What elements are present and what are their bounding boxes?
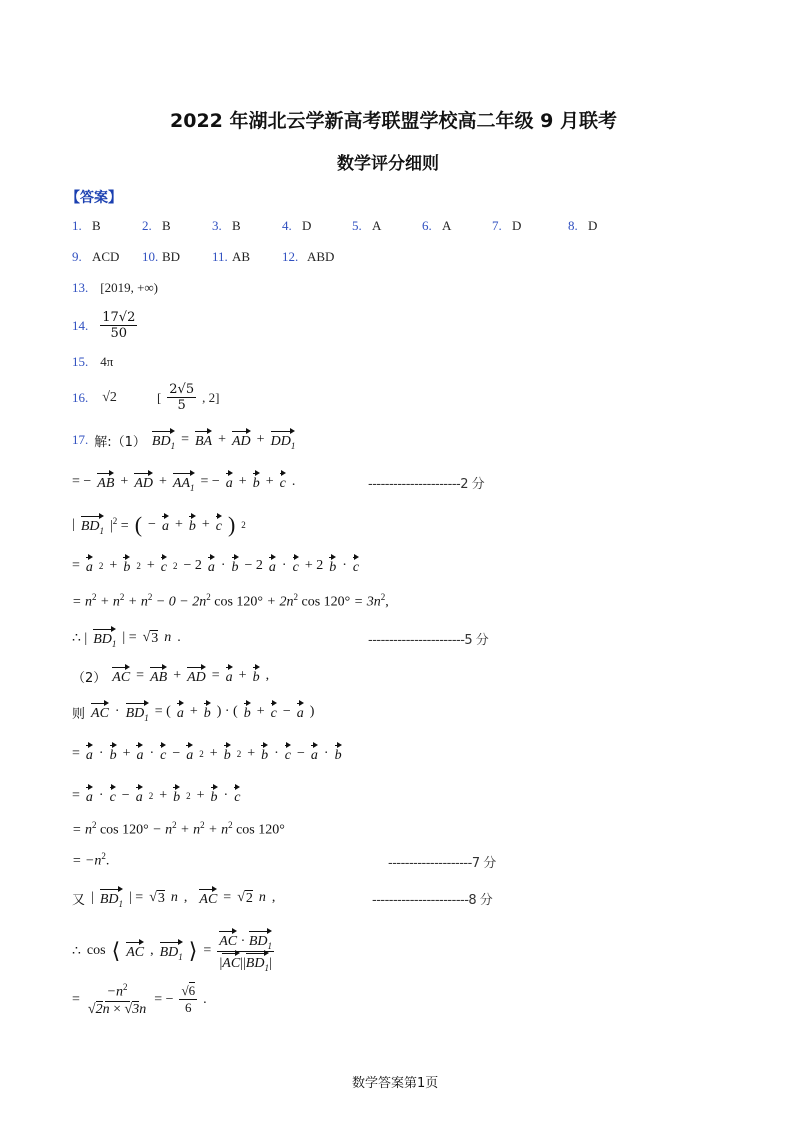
score-text: -----------------------8 分: [372, 893, 493, 908]
ze-label: 则: [72, 706, 86, 722]
denominator: 5: [177, 398, 186, 413]
choice-answer: B: [232, 218, 241, 233]
choice-answer: A: [372, 218, 382, 233]
vector: b: [253, 472, 260, 492]
therefore-symbol: ∴: [72, 943, 81, 959]
q17-part2-line-5: = $n^2$ $\cos 120^\circ - n^2 + n^2 + n^2$ cos 120°: [72, 820, 285, 838]
q17-part2-line-1: （2） AC = AB + AD = a + b ,: [72, 668, 270, 686]
denominator: 50: [110, 326, 128, 341]
q17-line-5: = $n^2 + n^2 + n^2 - 0 - 2n^2$ $\cos 120^\circ + 2n^2$ $\cos 120^\circ = 3n^2$,: [72, 592, 389, 610]
choice-answer: ACD: [92, 249, 120, 264]
vector: $DD_1$: [271, 430, 296, 451]
choice-answer: B: [162, 218, 171, 233]
score-marker-7: [388, 852, 496, 871]
part-label: （2）: [72, 670, 107, 686]
solution-intro: 解:（1）: [94, 434, 146, 450]
numerator: 17√2: [102, 310, 136, 325]
choice-number: 12.: [282, 249, 299, 264]
vector: c: [280, 472, 286, 492]
choice-number: 5.: [352, 218, 362, 233]
vector: AD: [232, 430, 251, 450]
choice-answer: D: [588, 218, 598, 233]
score-text: ----------------------2 分: [368, 477, 485, 492]
q17-line-6: ∴ | $BD_1$ | = √ 3 n .: [72, 629, 181, 649]
choice-number: 10.: [142, 249, 159, 264]
answer-value: 4π: [100, 354, 114, 369]
vector: BA: [195, 430, 212, 450]
score-marker-8: [372, 889, 492, 908]
q17-part2-line-7: 又 | $BD_1$ | = √ 3 n , AC = √ 2 n ,: [72, 889, 276, 909]
answer-13: [72, 280, 158, 296]
choice-number: 3.: [212, 218, 222, 233]
answers-heading: 【答案】: [66, 190, 122, 206]
vector: AD: [134, 472, 153, 492]
fraction: [167, 382, 196, 413]
you-label: 又: [72, 892, 86, 908]
q17-part2-line-6: = $-n^2$.: [72, 851, 110, 869]
answer-value: [2019, +∞): [100, 280, 159, 295]
q17-part2-line-8: ∴ cos ⟨ AC , $BD_1$ ⟩ = $\frac{AC \cdot BD_1}{|AC||BD_1|}$: [72, 930, 274, 973]
fraction: $\frac{√6}{6}$: [181, 983, 196, 1016]
choice-number: 4.: [282, 218, 292, 233]
page-subtitle: 数学评分细则: [337, 154, 439, 174]
score-text: -----------------------5 分: [368, 633, 489, 648]
vector: a: [226, 472, 233, 492]
choice-answer: D: [512, 218, 522, 233]
q17-part2-line-9: = $\frac{-n^2}{√2n \times √3n}$ = − $\frac{√6}{6}$ .: [72, 982, 207, 1017]
choice-answer: BD: [162, 249, 181, 264]
question-number: 16.: [72, 389, 89, 405]
score-text: --------------------7 分: [388, 856, 496, 871]
question-number: 17.: [72, 432, 89, 448]
question-number: 13.: [72, 280, 89, 295]
page-footer: 数学答案第1页: [352, 1076, 439, 1091]
q17-line-4: = a 2 + b 2 + c 2 − 2 a · b − 2 a · c + 2 b · c: [72, 558, 360, 575]
vector: $BD_1$: [152, 430, 175, 451]
choice-number: 6.: [422, 218, 432, 233]
q17-part2-line-2: 则 AC · $BD_1$ = ( a + b ) · ( b + c − a ): [72, 702, 314, 723]
choice-number: 9.: [72, 249, 82, 264]
choice-answer: AB: [232, 249, 251, 264]
vector: a: [162, 515, 169, 535]
answer-value-1: √2: [102, 389, 117, 405]
question-number: 15.: [72, 354, 89, 369]
choice-answer: B: [92, 218, 101, 233]
q17-line-3: | $BD_1$ $|^2$ = ( − a + b + c ) 2: [72, 512, 246, 537]
answer-14: [72, 310, 137, 341]
answer-15: [72, 354, 113, 370]
choice-answer: D: [302, 218, 312, 233]
score-marker-2: [368, 473, 484, 492]
question-number: 14.: [72, 317, 89, 333]
answer-tail: , 2]: [202, 389, 220, 405]
vector: AB: [97, 472, 114, 492]
choice-answer: A: [442, 218, 452, 233]
vector: c: [216, 515, 222, 535]
q17-line-2: = − AB + AD + $AA_1$ = − a + b + c .: [72, 472, 295, 493]
q17-part2-line-3: = a · b + a · c − a 2 + b 2 + b · c − a · b: [72, 746, 342, 763]
fraction: $\frac{-n^2}{√2n \times √3n}$: [87, 982, 147, 1017]
q17-line-1: 17. 解:（1） $BD_1$ = BA + AD + $DD_1$: [72, 430, 295, 451]
page-title: 2022 年湖北云学新高考联盟学校高二年级 9 月联考: [170, 110, 617, 132]
choice-number: 2.: [142, 218, 152, 233]
fraction: [100, 310, 137, 341]
answer-16: [72, 382, 219, 413]
numerator: 2√5: [169, 382, 195, 397]
vector: $AA_1$: [173, 472, 195, 493]
q17-part2-line-4: = a · c − a 2 + b 2 + b · c: [72, 788, 241, 805]
vector: $BD_1$: [81, 515, 104, 536]
choice-answer: ABD: [307, 249, 335, 264]
vector: b: [189, 515, 196, 535]
choice-number: 11.: [212, 249, 228, 264]
score-marker-5: [368, 629, 488, 648]
choice-number: 8.: [568, 218, 578, 233]
choice-number: 1.: [72, 218, 82, 233]
choice-number: 7.: [492, 218, 502, 233]
fraction: $\frac{AC \cdot BD_1}{|AC||BD_1|}$: [217, 930, 274, 973]
bracket-open: [: [156, 389, 162, 405]
